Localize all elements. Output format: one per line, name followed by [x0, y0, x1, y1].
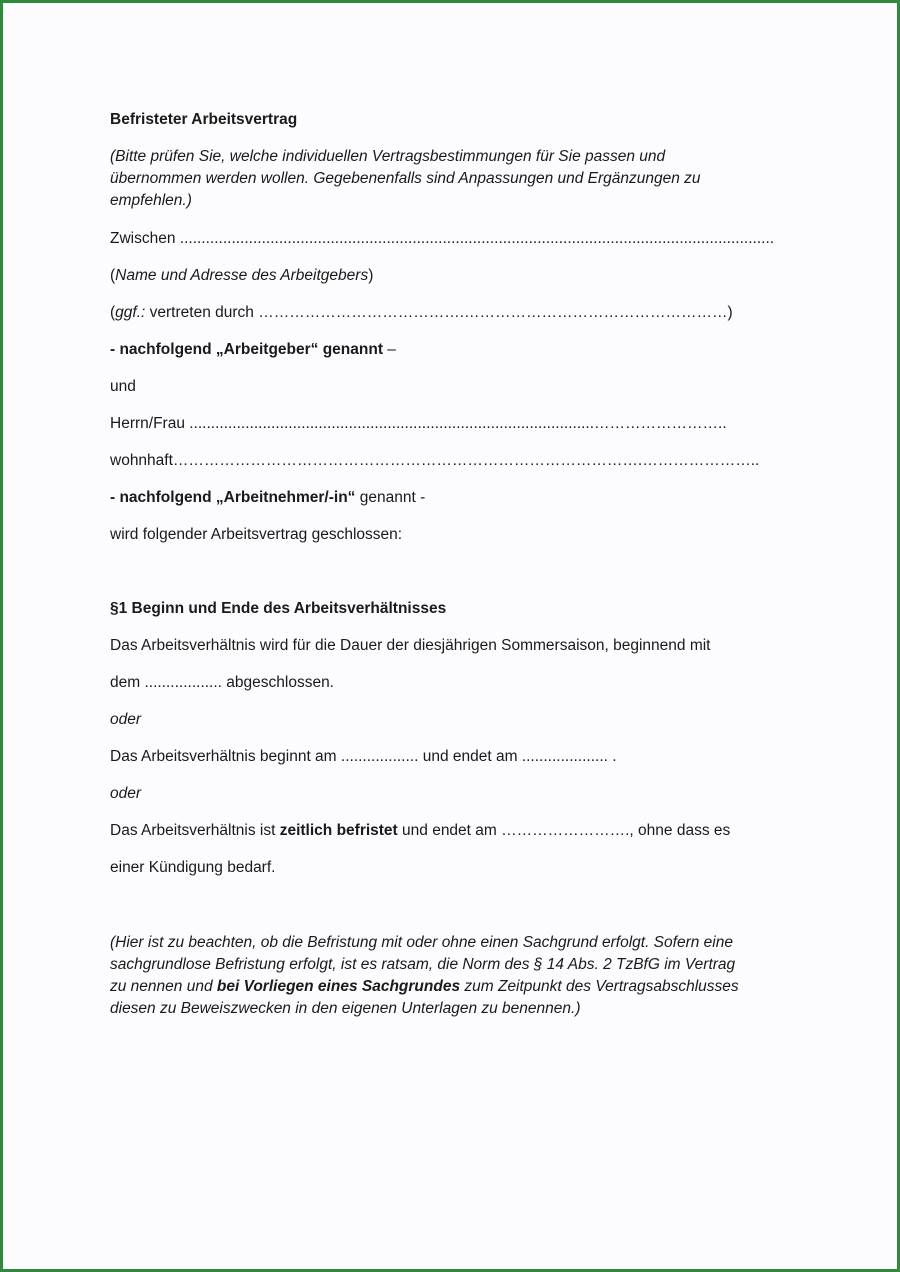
- note-line-2: sachgrundlose Befristung erfolgt, ist es ratsam, die Norm des § 14 Abs. 2 TzBfG im Vertrag: [110, 956, 736, 973]
- represented-by-line: [110, 302, 733, 324]
- represented-rest: vertreten durch ………………………………….……………………………………………): [145, 304, 733, 321]
- option-3-post: und endet am ……………………., ohne dass es: [397, 822, 731, 839]
- section-1-heading: §1 Beginn und Ende des Arbeitsverhältnisses: [110, 600, 447, 617]
- option-3-pre: Das Arbeitsverhältnis ist: [110, 822, 280, 839]
- conclusion-line: wird folgender Arbeitsvertrag geschlossen:: [110, 526, 403, 543]
- represented-ggf: ggf.:: [115, 304, 146, 321]
- note-line-1: (Hier ist zu beachten, ob die Befristung mit oder ohne einen Sachgrund erfolgt. Sofern eine: [110, 934, 733, 951]
- option-1-line-2: dem .................. abgeschlossen.: [110, 674, 334, 691]
- employer-designation-bold: - nachfolgend „Arbeitgeber“ genannt: [110, 341, 383, 358]
- oder-1: oder: [110, 711, 142, 728]
- employer-name-label: Name und Adresse des Arbeitgebers: [115, 267, 369, 284]
- note-line-3-pre: zu nennen und: [110, 978, 217, 995]
- employer-name-close: ): [368, 267, 374, 284]
- option-2-line: Das Arbeitsverhältnis beginnt am .................. und endet am .................... .: [110, 748, 617, 765]
- represented-open: (: [110, 304, 116, 321]
- zwischen-line: Zwischen ..........................................................................................................................................: [110, 230, 775, 247]
- herr-frau-line: Herrn/Frau ..............................................................................................……………………..: [110, 415, 727, 432]
- note-line-3-bold: bei Vorliegen eines Sachgrundes: [216, 978, 461, 995]
- option-1-line-1: Das Arbeitsverhältnis wird für die Dauer der diesjährigen Sommersaison, beginnend mit: [110, 637, 711, 654]
- employer-name-line: [110, 265, 373, 287]
- option-3-line-1: [110, 820, 730, 842]
- employee-designation: [110, 487, 425, 509]
- employer-designation-rest: –: [382, 341, 396, 358]
- note-line-4: diesen zu Beweiszwecken in den eigenen Unterlagen zu benennen.): [110, 1000, 581, 1017]
- employer-designation: [110, 339, 396, 361]
- note-line-3: [110, 976, 739, 998]
- document-title: Befristeter Arbeitsvertrag: [110, 111, 298, 128]
- employee-designation-bold: - nachfolgend „Arbeitnehmer/-in“: [110, 489, 356, 506]
- employer-name-open: (: [110, 267, 116, 284]
- note-line-3-post: zum Zeitpunkt des Vertragsabschlusses: [460, 978, 739, 995]
- intro-note-line-2: übernommen werden wollen. Gegebenenfalls sind Anpassungen und Ergänzungen zu: [110, 170, 701, 187]
- und-line: und: [110, 378, 136, 395]
- employee-designation-rest: genannt -: [355, 489, 426, 506]
- wohnhaft-line: wohnhaft……………………………………………………………………………….…………………..: [110, 452, 760, 469]
- option-3-line-2: einer Kündigung bedarf.: [110, 859, 276, 876]
- intro-note-line-1: (Bitte prüfen Sie, welche individuellen Vertragsbestimmungen für Sie passen und: [110, 148, 666, 165]
- option-3-bold: zeitlich befristet: [279, 822, 398, 839]
- intro-note-line-3: empfehlen.): [110, 192, 192, 209]
- oder-2: oder: [110, 785, 142, 802]
